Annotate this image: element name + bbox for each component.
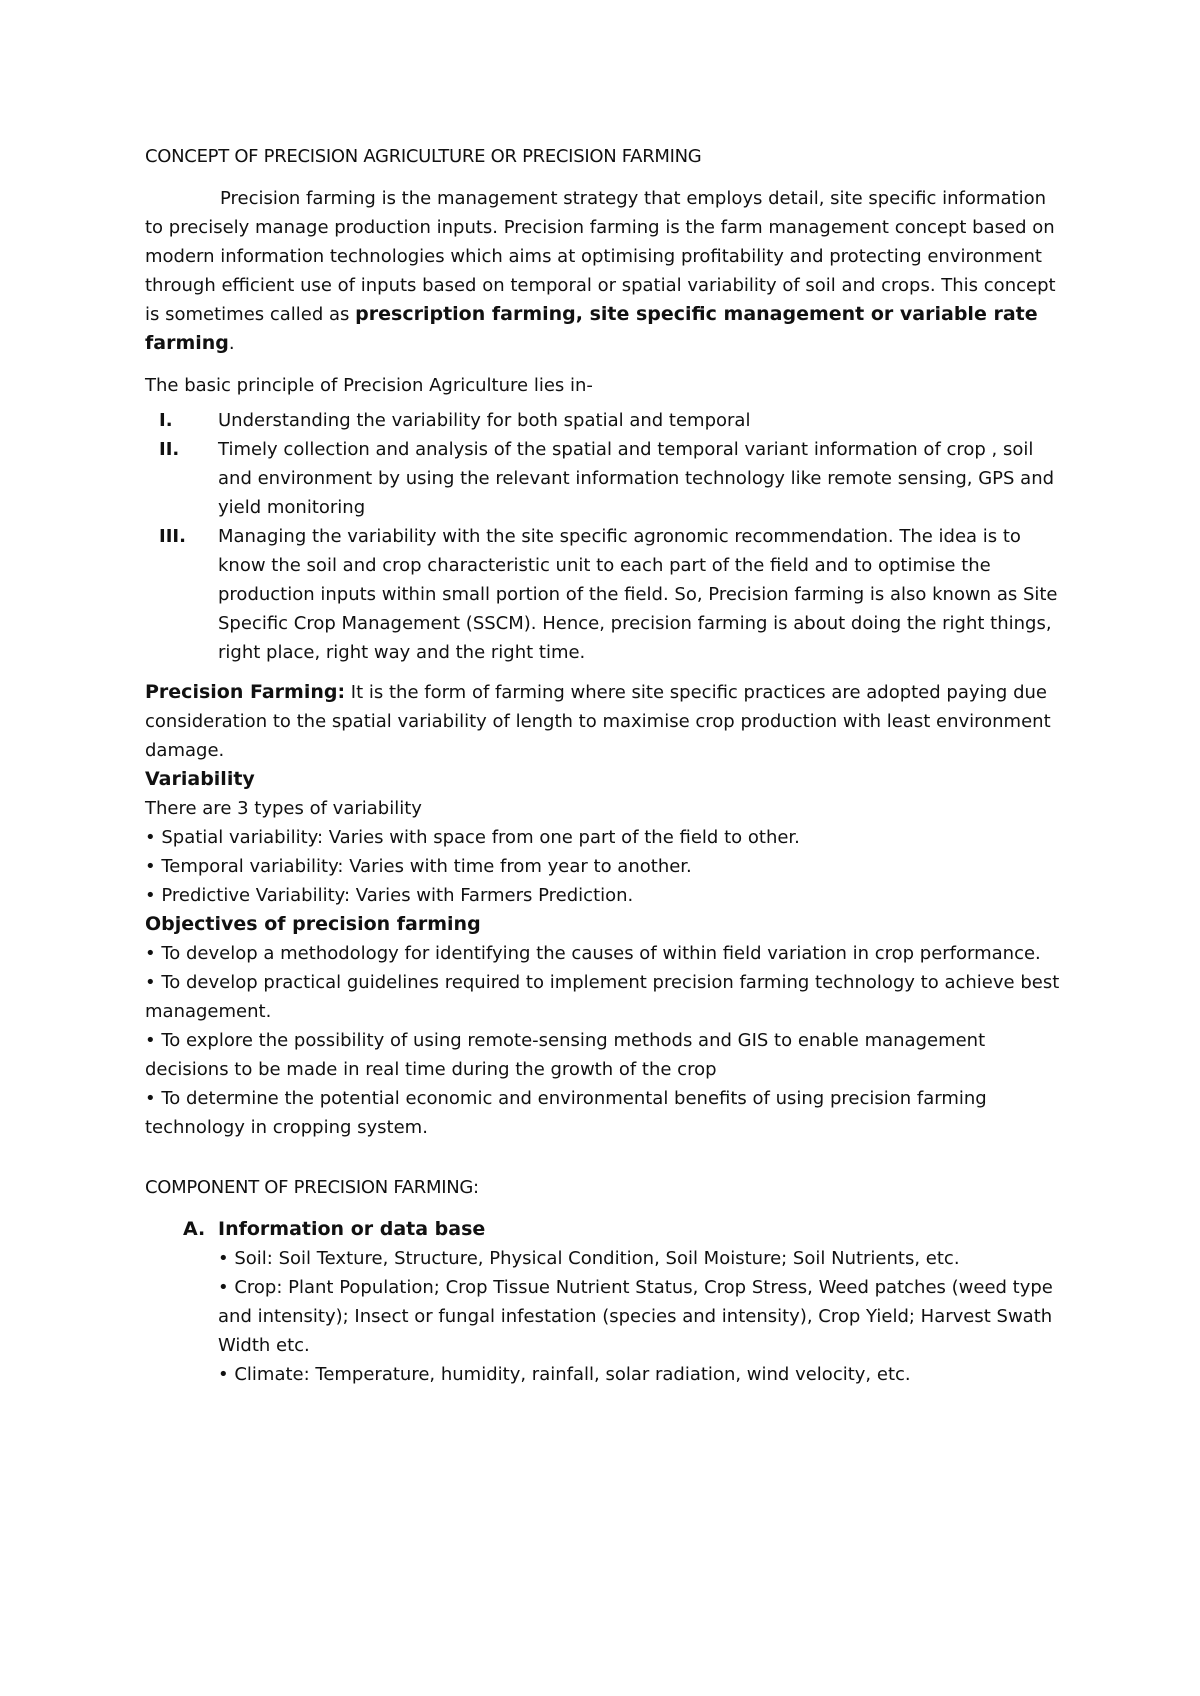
objective-item: • To determine the potential economic and environmental benefits of using precision farming technology in cropping system. bbox=[145, 1088, 987, 1138]
principle-lead: The basic principle of Precision Agriculture lies in- bbox=[145, 375, 593, 396]
component-a-item: • Crop: Plant Population; Crop Tissue Nutrient Status, Crop Stress, Weed patches (weed type and intensity); Insect or fungal infestation (species and intensity), Crop Yield; Harvest Swath Width etc. bbox=[218, 1277, 1053, 1356]
component-a-list bbox=[145, 1244, 1065, 1389]
component-title: COMPONENT OF PRECISION FARMING: bbox=[145, 1177, 479, 1198]
intro-text: Precision farming is the management strategy that employs detail, site specific information to precisely manage production inputs. Precision farming is the farm management concept based on modern information technologies which aims at optimising profitability and protecting environment through efficient use of inputs based on temporal or spatial variability of soil and crops. This concept is sometimes called as bbox=[145, 188, 1056, 325]
variability-item: • Spatial variability: Varies with space from one part of the field to other. bbox=[145, 827, 800, 848]
component-a-item: • Soil: Soil Texture, Structure, Physical Condition, Soil Moisture; Soil Nutrients, etc. bbox=[218, 1248, 960, 1269]
objective-item: • To explore the possibility of using remote-sensing methods and GIS to enable management decisions to be made in real time during the growth of the crop bbox=[145, 1030, 986, 1080]
document-title: CONCEPT OF PRECISION AGRICULTURE OR PRECISION FARMING bbox=[145, 146, 702, 167]
principle-number: III. bbox=[159, 526, 186, 547]
variability-item: • Temporal variability: Varies with time from year to another. bbox=[145, 856, 692, 877]
variability-heading: Variability bbox=[145, 768, 255, 790]
objective-item: • To develop a methodology for identifying the causes of within field variation in crop performance. bbox=[145, 943, 1041, 964]
document-page bbox=[145, 142, 1065, 1389]
intro-bold-terms: prescription farming, site specific management or variable rate farming bbox=[145, 303, 1038, 354]
principle-text: Managing the variability with the site specific agronomic recommendation. The idea is to know the soil and crop characteristic unit to each part of the field and to optimise the production inputs within small portion of the field. So, Precision farming is also known as Site Specific Crop Management (SSCM). Hence, precision farming is about doing the right things, right place, right way and the right time. bbox=[218, 526, 1058, 663]
variability-lead: There are 3 types of variability bbox=[145, 798, 422, 819]
principle-item bbox=[145, 406, 1065, 435]
component-a-number: A. bbox=[183, 1218, 206, 1240]
principle-item bbox=[145, 522, 1065, 667]
component-a bbox=[145, 1215, 1065, 1244]
intro-paragraph bbox=[145, 184, 1065, 358]
principle-number: I. bbox=[159, 410, 173, 431]
principle-text: Timely collection and analysis of the spatial and temporal variant information of crop , soil and environment by using the relevant information technology like remote sensing, GPS and yield monitoring bbox=[218, 439, 1055, 518]
variability-item: • Predictive Variability: Varies with Farmers Prediction. bbox=[145, 885, 634, 906]
principles-list bbox=[145, 406, 1065, 667]
component-a-item: • Climate: Temperature, humidity, rainfall, solar radiation, wind velocity, etc. bbox=[218, 1364, 911, 1385]
principle-number: II. bbox=[159, 439, 180, 460]
objectives-heading: Objectives of precision farming bbox=[145, 913, 481, 935]
component-a-label: Information or data base bbox=[218, 1218, 486, 1240]
intro-end: . bbox=[228, 333, 235, 354]
objective-item: • To develop practical guidelines required to implement precision farming technology to achieve best management. bbox=[145, 972, 1060, 1022]
principle-item bbox=[145, 435, 1065, 522]
definition-text: It is the form of farming where site specific practices are adopted paying due consideration to the spatial variability of length to maximise crop production with least environment damage. bbox=[145, 682, 1051, 761]
definition-paragraph bbox=[145, 678, 1065, 765]
principle-text: Understanding the variability for both spatial and temporal bbox=[218, 410, 751, 431]
definition-term: Precision Farming: bbox=[145, 681, 346, 703]
